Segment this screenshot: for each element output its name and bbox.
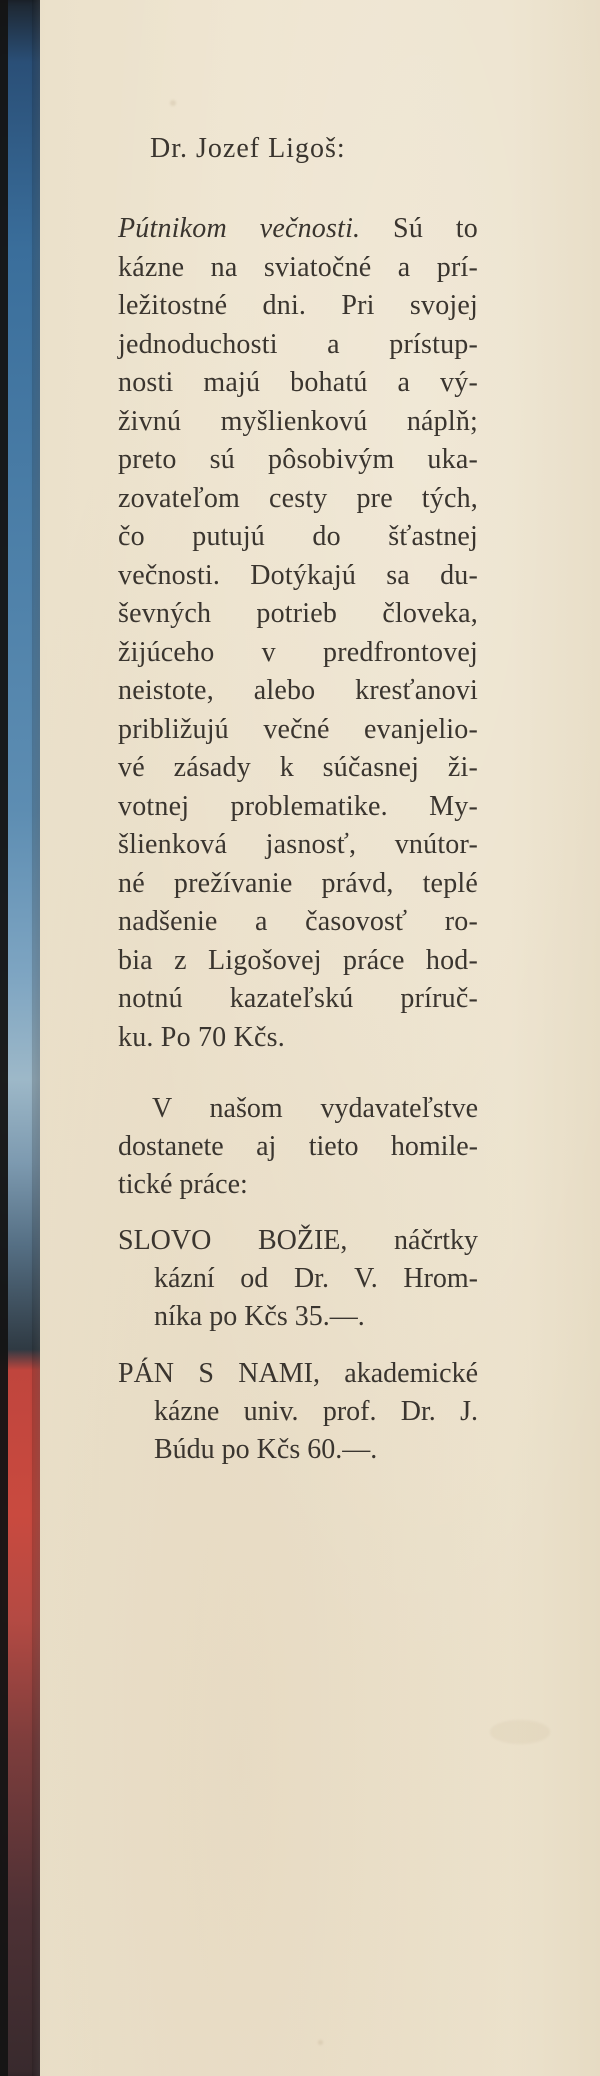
description-line: ševných potrieb človeka, — [118, 598, 478, 629]
publisher-note — [118, 1090, 478, 1204]
description-line: preto sú pôsobivým uka- — [118, 444, 478, 475]
description-line: nadšenie a časovosť ro- — [118, 906, 478, 937]
book-offer-line: Búdu po Kčs 60.—. — [154, 1434, 378, 1465]
description-line: ku. Po 70 Kčs. — [118, 1021, 285, 1053]
description-line: notnú kazateľskú príruč- — [118, 983, 478, 1014]
book-offer-slovo-bozie — [118, 1222, 478, 1336]
description-line: jednoduchosti a prístup- — [118, 328, 478, 360]
book-offer-line: níka po Kčs 35.—. — [154, 1301, 365, 1332]
description-line — [118, 210, 478, 249]
book-offer-pan-s-nami — [118, 1355, 478, 1469]
paper-stain — [318, 2040, 323, 2045]
description-line: bia z Ligošovej práce hod- — [118, 944, 478, 976]
book-offer-line: PÁN S NAMI, akademické — [118, 1358, 478, 1389]
description-line: ležitostné dni. Pri svojej — [118, 290, 478, 321]
description-line: nosti majú bohatú a vý- — [118, 367, 478, 398]
description-line: vé zásady k súčasnej ži- — [118, 752, 478, 783]
description-line: neistote, alebo kresťanovi — [118, 675, 478, 706]
left-dark-edge — [0, 0, 8, 2076]
description-line: večnosti. Dotýkajú sa du- — [118, 559, 478, 591]
description-line: čo putujú do šťastnej — [118, 521, 478, 552]
book-offer-line: kázne univ. prof. Dr. J. — [154, 1396, 478, 1427]
description-line: živnú myšlienkovú náplň; — [118, 405, 478, 437]
description-line: žijúceho v predfrontovej — [118, 636, 478, 668]
paper-stain — [490, 1720, 550, 1744]
description-line: kázne na sviatočné a prí- — [118, 251, 478, 283]
description-line: približujú večné evanjelio- — [118, 713, 478, 745]
description-line: zovateľom cesty pre tých, — [118, 482, 478, 514]
description-line: votnej problematike. My- — [118, 790, 478, 822]
publisher-note-line: V našom vydavateľstve — [152, 1093, 478, 1124]
publisher-note-line: tické práce: — [118, 1169, 248, 1200]
spine-shadow — [32, 0, 40, 2076]
description-line: né prežívanie právd, teplé — [118, 867, 478, 899]
book-title: Pútnikom večnosti. — [118, 213, 361, 244]
book-offer-line: kázní od Dr. V. Hrom- — [154, 1263, 478, 1294]
book-description — [118, 210, 478, 1057]
author-heading: Dr. Jozef Ligoš: — [150, 133, 346, 164]
publisher-note-line: dostanete aj tieto homile- — [118, 1131, 478, 1162]
book-offer-line: SLOVO BOŽIE, náčrtky — [118, 1225, 478, 1256]
paper-stain — [170, 100, 176, 106]
description-text: Sú to — [360, 213, 478, 244]
description-line: šlienková jasnosť, vnútor- — [118, 829, 478, 860]
